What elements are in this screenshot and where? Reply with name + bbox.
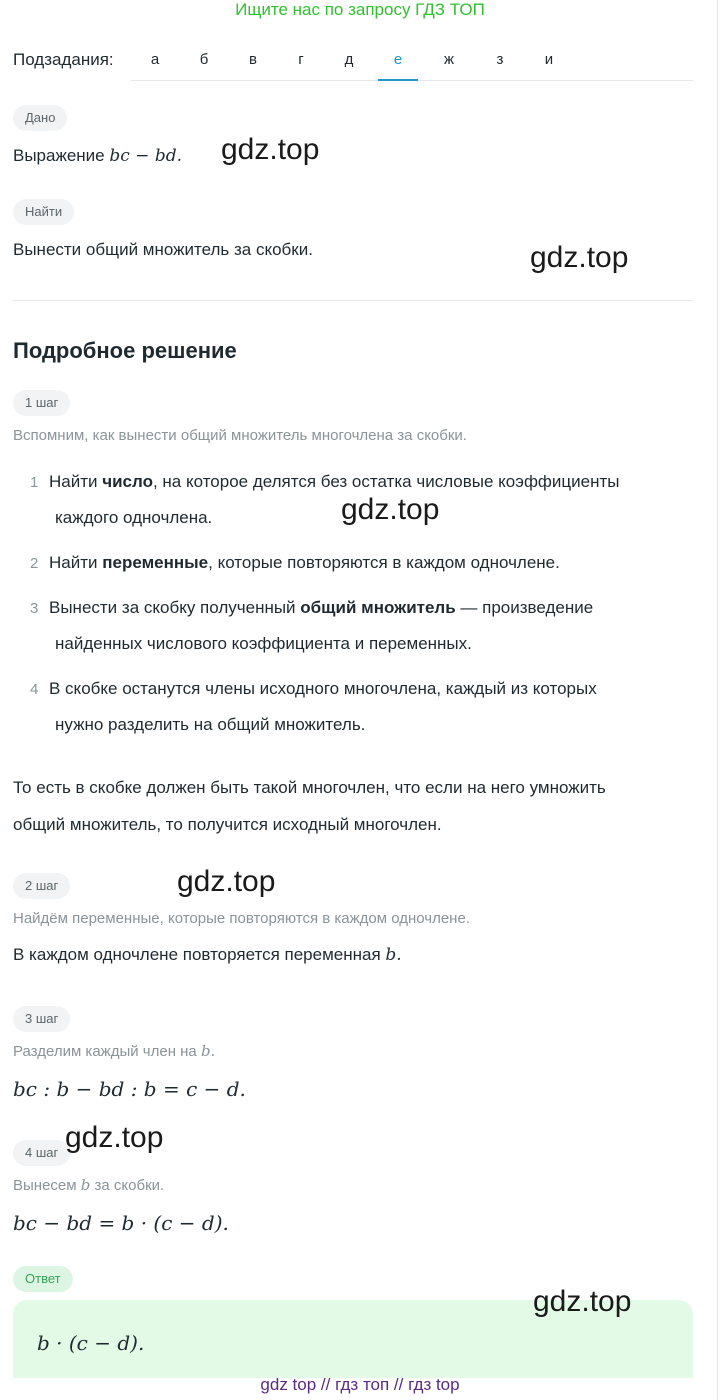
list-item-text: — произведение (455, 598, 594, 617)
list-item-text: Вынести за скобку полученный (49, 598, 301, 617)
tab-e[interactable]: е (378, 40, 418, 81)
step3-chip: 3 шаг (13, 1006, 70, 1032)
step4-hint-variable: b (80, 1176, 91, 1194)
watermark: gdz.top (530, 241, 629, 274)
step2-chip: 2 шаг (13, 873, 70, 899)
step4-hint-text: Вынесем (13, 1177, 77, 1194)
watermark: gdz.top (341, 493, 440, 526)
step2-text: В каждом одночлене повторяется переменная (13, 945, 381, 964)
step3-hint-variable: b. (200, 1042, 216, 1060)
tab-b[interactable]: б (199, 51, 209, 68)
list-number: 4 (30, 681, 39, 698)
tab-d[interactable]: д (344, 51, 354, 68)
list-number: 3 (30, 600, 39, 617)
list-item (49, 472, 699, 492)
promo-banner: Ищите нас по запросу ГДЗ ТОП (235, 0, 485, 19)
watermark: gdz.top (65, 1121, 164, 1154)
list-item (49, 679, 699, 699)
find-text: Вынести общий множитель за скобки. (13, 240, 313, 259)
section-divider (13, 300, 693, 301)
tab-z[interactable]: з (496, 51, 504, 68)
tab-a[interactable]: а (150, 51, 160, 68)
list-number: 1 (30, 474, 39, 491)
list-item (49, 598, 699, 618)
answer-formula: b · (c − d). (37, 1331, 145, 1355)
subtasks-tabs (131, 40, 693, 81)
summary-line: То есть в скобке должен быть такой многочлен, что если на него умножить (13, 778, 606, 797)
step3-hint (13, 1042, 215, 1060)
tab-zh[interactable]: ж (443, 51, 455, 68)
list-item-text: Найти (49, 472, 103, 491)
list-item (49, 553, 699, 573)
given-statement (13, 146, 182, 166)
solution-title: Подробное решение (13, 338, 237, 363)
tab-i[interactable]: и (544, 51, 554, 68)
tab-v[interactable]: в (249, 51, 257, 68)
list-item-line2: каждого одночлена. (55, 508, 213, 527)
step3-formula: bc : b − bd : b = c − d. (13, 1077, 246, 1101)
list-item-text: Найти (49, 553, 103, 572)
step4-formula: bc − bd = b · (c − d). (13, 1211, 229, 1235)
list-item-bold: общий множитель (300, 598, 456, 617)
given-expression: bc − bd. (109, 146, 182, 166)
step2-hint: Найдём переменные, которые повторяются в каждом одночлене. (13, 910, 470, 927)
list-item-bold: число (102, 472, 153, 491)
step2-statement (13, 945, 402, 965)
subtasks-label: Подзадания: (13, 50, 114, 69)
watermark: gdz.top (177, 865, 276, 898)
answer-chip: Ответ (13, 1266, 73, 1292)
step4-chip: 4 шаг (13, 1140, 70, 1166)
step2-variable: b. (385, 945, 402, 965)
step4-hint (13, 1176, 164, 1194)
step1-hint: Вспомним, как вынести общий множитель многочлена за скобки. (13, 427, 467, 444)
watermark: gdz.top (221, 133, 320, 166)
watermark: gdz.top (533, 1285, 632, 1318)
list-item-line2: нужно разделить на общий множитель. (55, 715, 366, 734)
step4-hint-text: за скобки. (94, 1177, 165, 1194)
list-item-line2: найденных числового коэффициента и переменных. (55, 634, 472, 653)
footer-links[interactable]: gdz top // гдз топ // гдз top (260, 1375, 460, 1394)
tab-g[interactable]: г (298, 51, 304, 68)
list-item-bold: переменные (102, 553, 209, 572)
scrollbar-edge (717, 0, 718, 1400)
step1-chip: 1 шаг (13, 390, 70, 416)
step3-hint-text: Разделим каждый член на (13, 1043, 197, 1060)
list-item-text: , на которое делятся без остатка числовые коэффициенты (152, 472, 620, 491)
given-chip: Дано (13, 105, 67, 131)
summary-line: общий множитель, то получится исходный многочлен. (13, 815, 442, 834)
list-item-text: , которые повторяются в каждом одночлене. (208, 553, 560, 572)
given-text: Выражение (13, 146, 105, 165)
list-number: 2 (30, 555, 39, 572)
list-item-text: В скобке останутся члены исходного многочлена, каждый из которых (49, 679, 597, 698)
find-chip: Найти (13, 199, 74, 225)
